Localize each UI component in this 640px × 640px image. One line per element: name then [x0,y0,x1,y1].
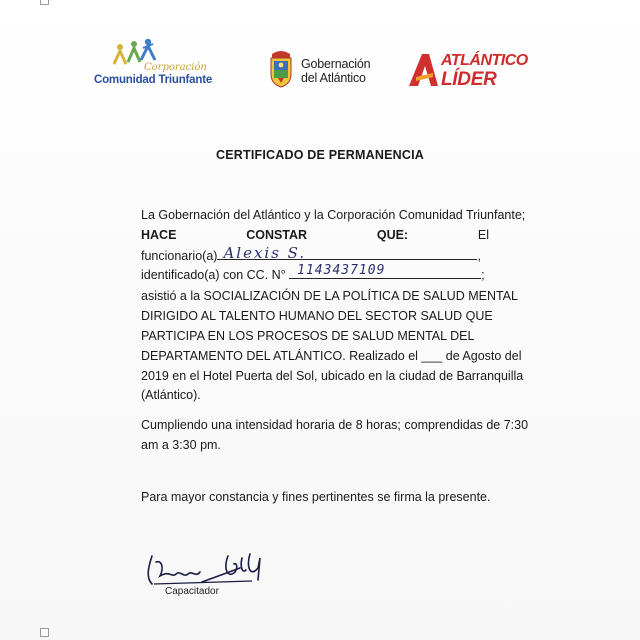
paragraph-line: 2019 en el Hotel Puerta del Sol, ubicado en la ciudad de Barranquilla [141,369,524,383]
funcionario-label: funcionario(a) [141,249,218,263]
funcionario-name-field [217,244,477,262]
gobernacion-text: Gobernación [301,57,371,71]
funcionario-comma: , [477,249,481,263]
hace-word: HACE [141,228,177,242]
hours-line: am a 3:30 pm. [141,438,221,452]
atlantico-lider-logo [407,50,527,94]
el-word: El [477,228,489,242]
crop-corner-marker [40,0,49,5]
identificado-label: identificado(a) con CC. N° [141,268,286,282]
paragraph-line: asistió a la SOCIALIZACIÓN DE LA POLÍTICA DE SALUD MENTAL [141,289,518,303]
coat-of-arms-icon [268,48,294,88]
certificate-title: CERTIFICADO DE PERMANENCIA [216,148,424,162]
gobernacion-logo [268,48,378,92]
atlantico-a-mark-icon [407,52,441,88]
que-word: QUE: [376,228,409,242]
hace-constar-line [141,228,489,242]
funcionario-name-handwritten: Alexis S. [223,244,307,262]
atlantico-text: ATLÁNTICO [441,52,528,69]
comunidad-triunfante-text: Comunidad Triunfante [94,74,213,86]
closing-line: Para mayor constancia y fines pertinentes se firma la presente. [141,490,491,504]
paragraph-line: DIRIGIDO AL TALENTO HUMANO DEL SECTOR SALUD QUE [141,309,493,323]
corporacion-text: Corporación [144,62,207,73]
funcionario-line [141,244,489,263]
cc-number-handwritten: 1143437109 [297,263,386,278]
constar-word: CONSTAR [246,228,308,242]
intro-line: La Gobernación del Atlántico y la Corporación Comunidad Triunfante; [141,208,526,222]
cc-number-field [289,263,481,279]
identificado-line [141,263,489,282]
hours-line: Cumpliendo una intensidad horaria de 8 horas; comprendidas de 7:30 [141,418,529,432]
paragraph-line: DEPARTAMENTO DEL ATLÁNTICO. Realizado el ___ de Agosto del [141,349,522,363]
paragraph-line: PARTICIPA EN LOS PROCESOS DE SALUD MENTAL DEL [141,329,475,343]
comunidad-triunfante-logo [92,38,213,90]
identificado-semicolon: ; [481,268,485,282]
lider-text: LÍDER [441,69,497,90]
paragraph-line: (Atlántico). [141,388,201,402]
signature-label: Capacitador [165,586,219,597]
del-atlantico-text: del Atlántico [301,71,366,85]
crop-corner-marker [40,628,49,637]
